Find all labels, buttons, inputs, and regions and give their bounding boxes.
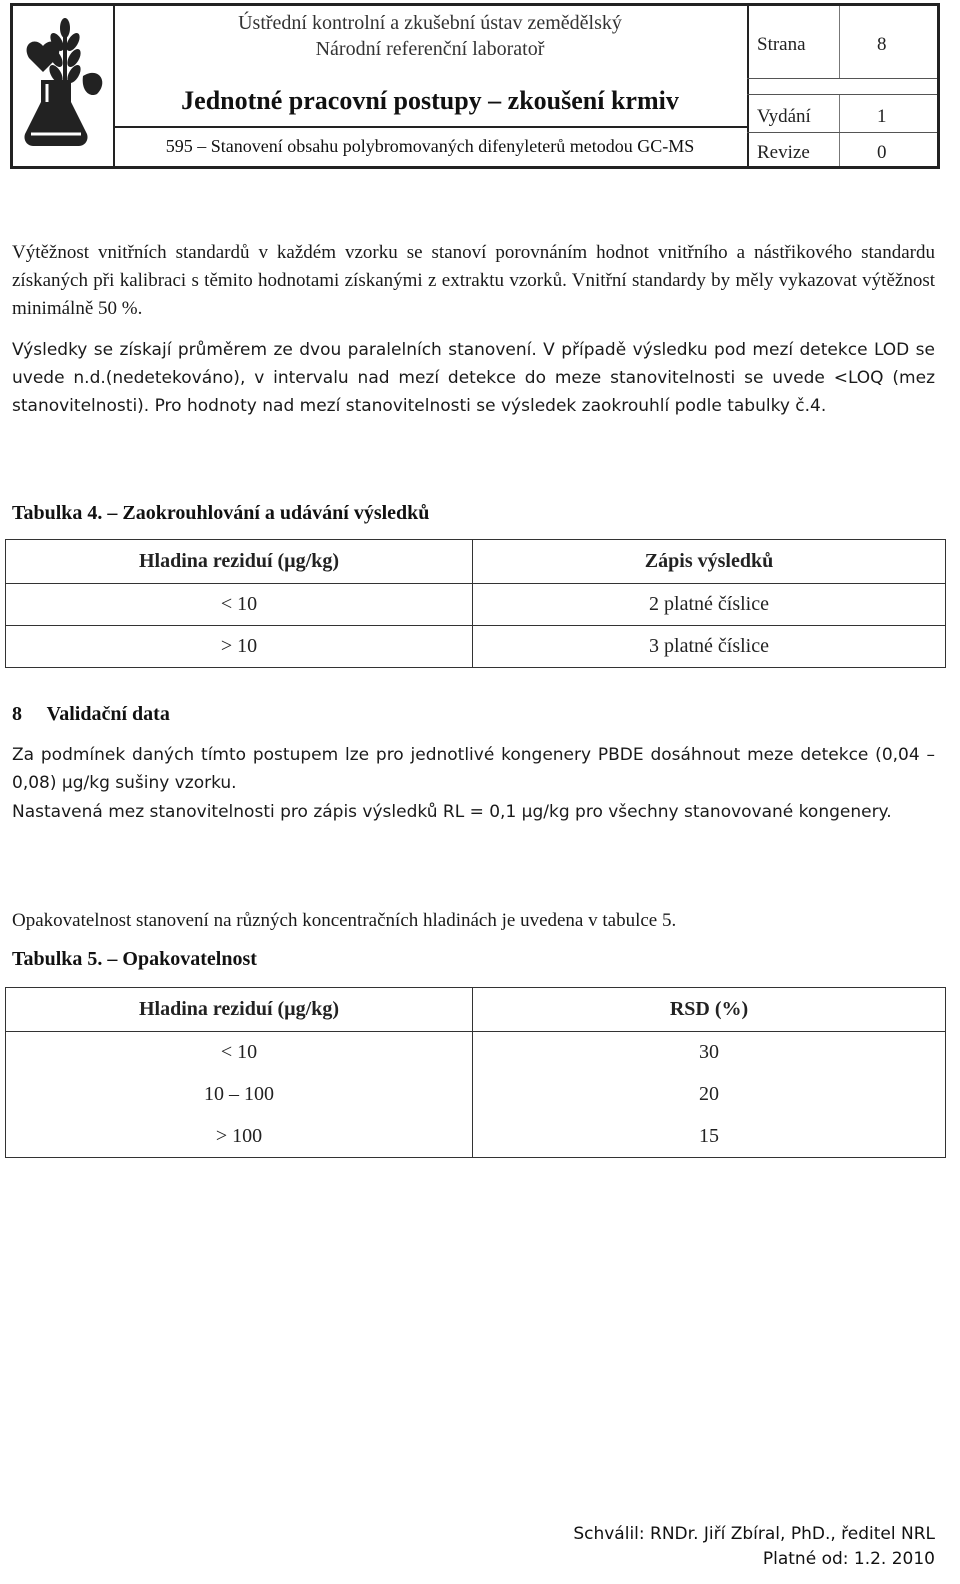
header-divider [113, 126, 747, 128]
valid-from: Platné od: 1.2. 2010 [762, 1549, 935, 1569]
table-cell: 20 [699, 1083, 719, 1105]
section-8-heading: 8 Validační data [12, 703, 170, 725]
meta-divider [747, 94, 937, 95]
revision-value: 0 [877, 142, 887, 163]
table-cell: > 100 [6, 1116, 473, 1158]
table-header-row [6, 988, 946, 1032]
recovery-paragraph: Výtěžnost vnitřních standardů v každém vzorku se stanoví porovnáním hodnot vnitřního a nástřikového standardu získaných při kalibraci s těmito hodnotami získanými z extraktu vzorků. Vnitřní standardy by měly vykazovat výtěžnost minimálně 50 %. [12, 242, 935, 319]
table-cell: 3 platné číslice [473, 626, 946, 668]
table-cell: > 10 [6, 626, 473, 668]
table-row [6, 626, 946, 668]
table-row [6, 584, 946, 626]
table-cell: 10 – 100 [6, 1074, 473, 1116]
table5-caption: Tabulka 5. – Opakovatelnost [12, 948, 257, 970]
validation-paragraph: Za podmínek daných tímto postupem lze pro jednotlivé kongenery PBDE dosáhnout meze detekce (0,04 – 0,08) µg/kg sušiny vzorku. [12, 745, 935, 793]
table-cell: < 10 [6, 1032, 473, 1074]
meta-divider [839, 6, 840, 78]
revision-label: Revize [757, 142, 810, 163]
table-header-cell: Hladina reziduí (µg/kg) [6, 540, 473, 584]
meta-divider [747, 78, 937, 79]
repeatability-paragraph: Opakovatelnost stanovení na různých koncentračních hladinách je uvedena v tabulce 5. [12, 910, 677, 931]
institution-name: Ústřední kontrolní a zkušební ústav zemědělský [238, 12, 622, 34]
loq-paragraph: Nastavená mez stanovitelnosti pro zápis výsledků RL = 0,1 µg/kg pro všechny stanovované kongenery. [12, 802, 892, 822]
table-header-cell: Zápis výsledků [473, 540, 946, 584]
table4-caption: Tabulka 4. – Zaokrouhlování a udávání výsledků [12, 502, 430, 524]
method-title: 595 – Stanovení obsahu polybromovaných difenyleterů metodou GC-MS [165, 136, 695, 156]
meta-divider [747, 132, 937, 133]
results-paragraph: Výsledky se získají průměrem ze dvou paralelních stanovení. V případě výsledku pod mezí detekce LOD se uvede n.d.(nedetekováno), v intervalu nad mezí detekce do meze stanovitelnosti se uvede <LOQ (mez stanovitelnosti). Pro hodnoty nad mezí stanovitelnosti se výsledek zaokrouhlí podle tabulky č.4. [12, 340, 935, 416]
table-row [6, 1074, 946, 1116]
header-meta [747, 6, 937, 166]
institute-logo-icon [13, 6, 113, 166]
document-header [10, 3, 940, 169]
edition-label: Vydání [757, 106, 811, 127]
header-center [113, 6, 749, 166]
table-cell: 30 [699, 1041, 719, 1064]
table-header-cell: Hladina reziduí (µg/kg) [6, 988, 473, 1032]
page-label: Strana [757, 34, 806, 55]
table4 [5, 539, 946, 668]
logo-cell [13, 6, 115, 166]
table-row [6, 1116, 946, 1158]
table-cell: 15 [699, 1124, 719, 1147]
table-cell: 2 platné číslice [473, 584, 946, 626]
table-row [6, 1032, 946, 1074]
edition-value: 1 [877, 106, 887, 127]
table-cell: < 10 [6, 584, 473, 626]
approval-note: Schválil: RNDr. Jiří Zbíral, PhD., ředitel NRL [573, 1524, 935, 1544]
table5 [5, 987, 946, 1158]
table-header-cell: RSD (%) [473, 988, 946, 1032]
document-title: Jednotné pracovní postupy – zkoušení krmiv [181, 86, 679, 115]
page-value: 8 [877, 34, 887, 55]
table-header-row [6, 540, 946, 584]
meta-divider [839, 94, 840, 166]
laboratory-name: Národní referenční laboratoř [315, 38, 545, 60]
